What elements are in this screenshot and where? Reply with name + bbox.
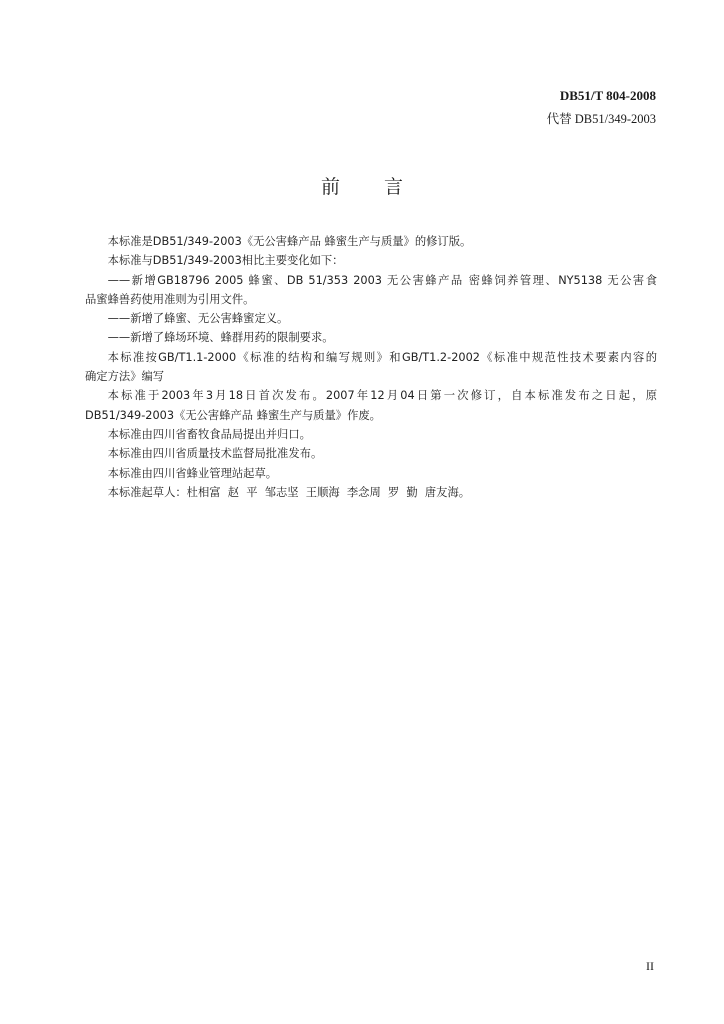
title-char-1: 前 <box>320 176 340 198</box>
foreword-body <box>85 232 657 502</box>
replaces-note: 代替 DB51/349-2003 <box>546 112 656 126</box>
paragraph-history-line-1: 本标准于2003年3月18日首次发布。2007年12月04日第一次修订，自本标准发布之日起，原 <box>107 389 657 403</box>
paragraph-approver: 本标准由四川省质量技术监督局批准发布。 <box>107 447 323 461</box>
page-title <box>0 172 724 199</box>
paragraph-revision: 本标准是DB51/349-2003《无公害蜂产品 蜂蜜生产与质量》的修订版。 <box>107 235 472 248</box>
paragraph-change-2: ——新增了蜂蜜、无公害蜂蜜定义。 <box>107 312 289 326</box>
paragraph-drafting-unit: 本标准由四川省蜂业管理站起草。 <box>107 466 278 480</box>
paragraph-changes-intro: 本标准与DB51/349-2003相比主要变化如下： <box>107 254 344 268</box>
paragraph-drafters: 本标准起草人：杜相富 赵 平 邹志坚 王顺海 李念周 罗 勤 唐友海。 <box>107 485 471 499</box>
paragraph-change-1-line-1: ——新增GB18796 2005 蜂蜜、DB 51/353 2003 无公害蜂产品 密蜂饲养管理、NY5138 无公害食 <box>107 273 657 287</box>
paragraph-change-3: ——新增了蜂场环境、蜂群用药的限制要求。 <box>107 331 334 345</box>
standard-code: DB51/T 804-2008 <box>559 88 656 103</box>
page-number: II <box>646 959 654 973</box>
paragraph-drafting-rules-line-2: 确定方法》编写 <box>85 370 165 384</box>
paragraph-drafting-rules-line-1: 本标准按GB/T1.1-2000《标准的结构和编写规则》和GB/T1.2-2002《标准中规范性技术要素内容的 <box>107 350 657 364</box>
paragraph-proposer: 本标准由四川省畜牧食品局提出并归口。 <box>107 427 311 441</box>
paragraph-history-line-2: DB51/349-2003《无公害蜂产品 蜂蜜生产与质量》作废。 <box>85 408 381 422</box>
paragraph-change-1-line-2: 品蜜蜂兽药使用准则为引用文件。 <box>85 292 255 306</box>
title-char-2: 言 <box>384 176 404 198</box>
